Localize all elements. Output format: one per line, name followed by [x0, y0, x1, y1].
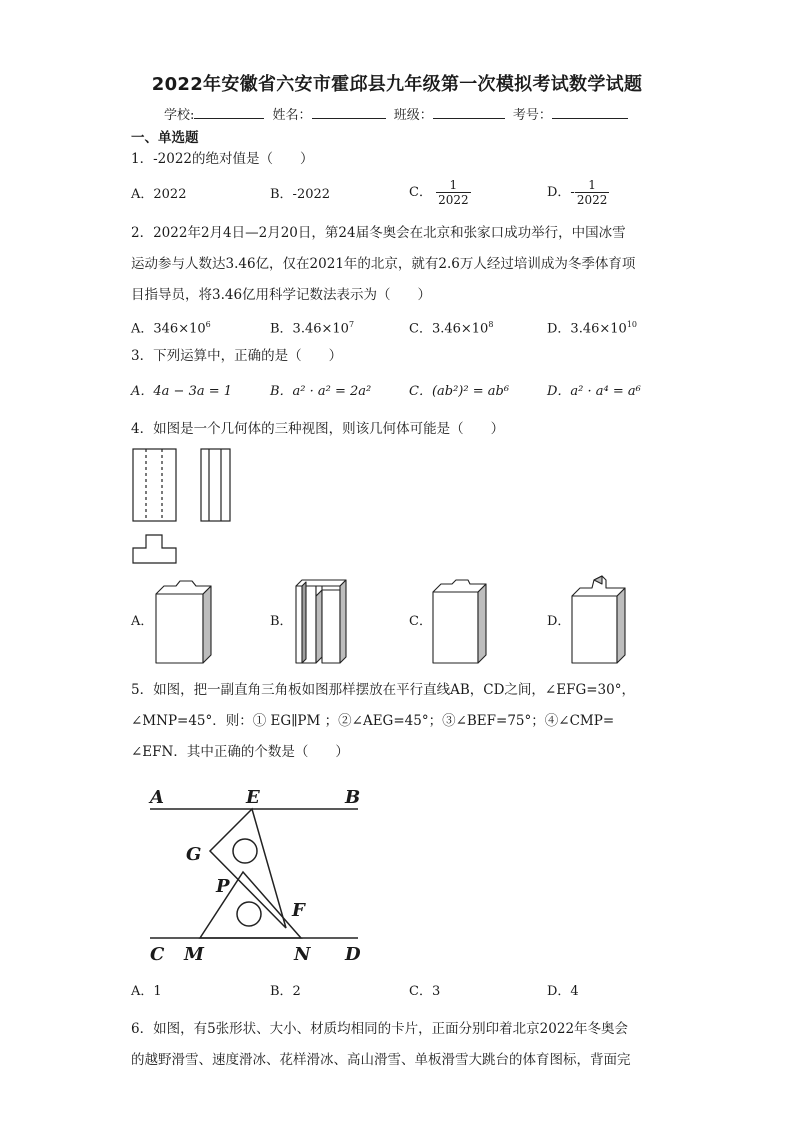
name-label: 姓名：	[272, 108, 312, 123]
q3-option-c: C．(ab²)² = ab⁶	[409, 384, 510, 399]
q2-line-2: 运动参与人数达3.46亿，仅在2021年的北京，就有2.6万人经过培训成为冬季体育项	[131, 256, 636, 272]
q2-line-1: 2．2022年2月4日—2月20日，第24届冬奥会在北京和张家口成功举行，中国冰雪	[131, 225, 626, 241]
exponent: 8	[488, 320, 494, 329]
q1-option-d-label: D．-	[547, 185, 575, 200]
q1-stem: 1．-2022的绝对值是（ ）	[131, 151, 314, 167]
q5-line-1: 5．如图，把一副直角三角板如图那样摆放在平行直线AB，CD之间，∠EFG=30°，	[131, 682, 635, 698]
q1-option-b: B．-2022	[270, 187, 331, 202]
q2-option-c-text: C．3.46×10	[409, 321, 489, 337]
q5-line-3: ∠EFN．其中正确的个数是（ ）	[131, 744, 349, 760]
q3-option-d: D．a² · a⁴ = a⁶	[547, 384, 641, 399]
label-c: C	[150, 944, 165, 965]
triangle-efg	[210, 809, 286, 928]
q2-option-a-text: A．346×10	[131, 321, 206, 337]
label-n: N	[294, 944, 311, 965]
q2-option-d-text: D．3.46×10	[547, 321, 627, 337]
q3-option-a: A．4a − 3a = 1	[131, 384, 233, 399]
q5-line-2: ∠MNP=45°．则：① EG∥PM ；②∠AEG=45°；③∠BEF=75°；④∠CMP=	[131, 713, 615, 729]
exponent: 6	[205, 320, 211, 329]
q5-option-a: A．1	[131, 984, 162, 999]
label-p: P	[216, 876, 230, 897]
q3-option-b: B．a² · a² = 2a²	[270, 384, 372, 399]
q5-option-d: D．4	[547, 984, 579, 999]
school-label: 学校:	[164, 108, 195, 123]
q6-line-1: 6．如图，有5张形状、大小、材质均相同的卡片，正面分别印着北京2022年冬奥会	[131, 1021, 629, 1037]
fraction-denominator: 2022	[438, 193, 469, 207]
circle-lower	[237, 902, 261, 926]
section-heading: 一、单选题	[131, 130, 199, 146]
q1-option-c-label: C．	[409, 185, 432, 200]
page-title: 2022年安徽省六安市霍邱县九年级第一次模拟考试数学试题	[151, 74, 643, 95]
label-d: D	[345, 944, 361, 965]
exponent: 7	[348, 320, 355, 329]
label-e: E	[246, 787, 260, 808]
q4-option-c: C．	[409, 614, 432, 629]
q5-option-c: C．3	[409, 984, 441, 999]
fraction-numerator: 1	[449, 178, 458, 192]
q4-option-b: B．	[270, 614, 293, 629]
q4-option-d: D．	[547, 614, 571, 629]
label-g: G	[186, 844, 202, 865]
q4-option-a: A．	[131, 614, 154, 629]
q2-line-3: 目指导员，将3.46亿用科学记数法表示为（ ）	[131, 287, 432, 303]
q2-option-b-text: B．3.46×10	[270, 321, 349, 337]
label-m: M	[184, 944, 204, 965]
exam-no-label: 考号：	[512, 108, 552, 123]
q5-option-b: B．2	[270, 984, 301, 999]
q6-line-2: 的越野滑雪、速度滑冰、花样滑冰、高山滑雪、单板滑雪大跳台的体育图标，背面完	[131, 1052, 631, 1068]
q4-stem: 4．如图是一个几何体的三种视图，则该几何体可能是（ ）	[131, 421, 505, 437]
exponent: 10	[626, 320, 637, 329]
label-f: F	[292, 900, 305, 921]
label-b: B	[345, 787, 361, 808]
fraction-denominator: 2022	[576, 193, 608, 207]
circle-upper	[233, 839, 257, 863]
q1-option-a: A．2022	[131, 187, 187, 202]
fraction-numerator: 1	[588, 178, 596, 192]
q3-stem: 3．下列运算中，正确的是（ ）	[131, 348, 343, 364]
class-label: 班级：	[393, 108, 433, 123]
label-a: A	[150, 787, 164, 808]
